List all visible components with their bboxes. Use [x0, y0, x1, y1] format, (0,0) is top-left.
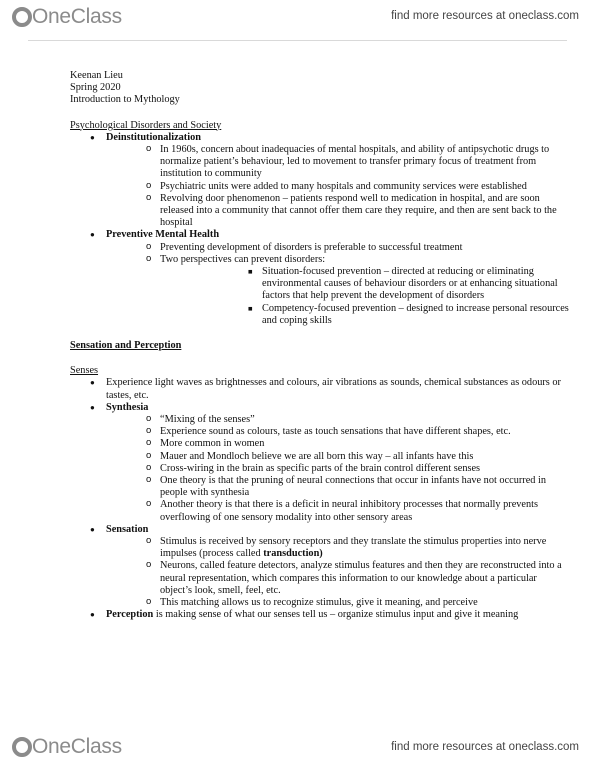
list-item: o Revolving door phenomenon – patients respond well to medication in hospital, and are soon released into a community that cannot offer them care they require, and then are sent back to the hospital — [106, 193, 570, 230]
list-item: o Psychiatric units were added to many hospitals and community services were established — [106, 181, 570, 193]
list-item: ● Experience light waves as brightnesses and colours, air vibrations as sounds, chemical substances as odours or tastes, etc. — [70, 377, 570, 401]
list-item: ■ Situation-focused prevention – directed at reducing or eliminating environmental causes of behaviour disorders or at enhancing situational factors that help prevent the development of disorders — [160, 266, 570, 303]
term-transduction: transduction) — [263, 548, 323, 560]
list-item — [106, 536, 570, 560]
header-divider — [28, 40, 567, 41]
section-title-sensation-perception: Sensation and Perception — [70, 340, 182, 352]
notes-content — [70, 70, 570, 621]
senses-list — [70, 377, 570, 621]
topic-preventive-mental-health: Preventive Mental Health — [106, 229, 220, 241]
topic-synthesia: Synthesia — [106, 401, 149, 413]
list-item — [70, 609, 570, 621]
section-title-psych-disorders: Psychological Disorders and Society — [70, 119, 222, 131]
synthesia-sublist — [106, 414, 570, 524]
logo-ring-icon — [12, 7, 32, 27]
list-item — [70, 524, 570, 609]
list-item: o One theory is that the pruning of neural connections that occur in infants have not occurred in people with synthesia — [106, 475, 570, 499]
list-item — [70, 229, 570, 327]
list-item: o Neurons, called feature detectors, analyze stimulus features and then they are reconstructed into a neural representation, which compares this information to our knowledge about a particular object’s look, smell, feel, etc. — [106, 560, 570, 597]
logo-ring-icon — [12, 737, 32, 757]
list-item: o Another theory is that there is a deficit in neural inhibitory processes that normally prevents overflowing of one sensory modality into other sensory areas — [106, 499, 570, 523]
prevention-types-list — [160, 266, 570, 327]
find-resources-link-footer[interactable]: find more resources at oneclass.com — [391, 741, 579, 753]
list-item-text: is making sense of what our senses tell us – organize stimulus input and give it meaning — [153, 609, 519, 621]
list-item: o This matching allows us to recognize stimulus, give it meaning, and perceive — [106, 597, 570, 609]
topic-perception: Perception — [106, 609, 154, 621]
topic-sensation: Sensation — [106, 523, 149, 535]
list-item: o Preventing development of disorders is preferable to successful treatment — [106, 242, 570, 254]
oneclass-logo-header[interactable] — [12, 5, 122, 29]
oneclass-logo-footer[interactable] — [12, 735, 122, 759]
subsection-title-senses: Senses — [70, 365, 99, 377]
prev-sublist — [106, 242, 570, 327]
find-resources-link-header[interactable]: find more resources at oneclass.com — [391, 10, 579, 22]
topic-deinstitutionalization: Deinstitutionalization — [106, 131, 201, 143]
list-item: o In 1960s, concern about inadequacies of mental hospitals, and ability of antipsychotic drugs to normalize patient’s behaviour, led to movement to transfer primary focus of treatment from institution to community — [106, 144, 570, 181]
deinst-sublist — [106, 144, 570, 229]
document-meta — [70, 70, 570, 107]
list-item: o Mauer and Mondloch believe we are all born this way – all infants have this — [106, 451, 570, 463]
list-item: o Cross-wiring in the brain as specific parts of the brain control different senses — [106, 463, 570, 475]
author-name: Keenan Lieu — [70, 70, 123, 81]
list-item — [70, 132, 570, 230]
list-item: o “Mixing of the senses” — [106, 414, 570, 426]
list-item-text: Two perspectives can prevent disorders: — [160, 253, 326, 265]
sensation-sublist — [106, 536, 570, 609]
list-item — [70, 402, 570, 524]
course-name: Introduction to Mythology — [70, 94, 180, 106]
psych-disorders-list — [70, 132, 570, 327]
term: Spring 2020 — [70, 82, 121, 94]
list-item-text: Stimulus is received by sensory receptors and they translate the stimulus properties into nerve impulses (process called — [160, 536, 547, 560]
list-item — [106, 254, 570, 327]
logo-text: OneClass — [32, 5, 122, 28]
list-item: o Experience sound as colours, taste as touch sensations that have different shapes, etc. — [106, 426, 570, 438]
list-item: o More common in women — [106, 438, 570, 450]
logo-text: OneClass — [32, 735, 122, 758]
list-item: ■ Competency-focused prevention – designed to increase personal resources and coping skills — [160, 303, 570, 327]
